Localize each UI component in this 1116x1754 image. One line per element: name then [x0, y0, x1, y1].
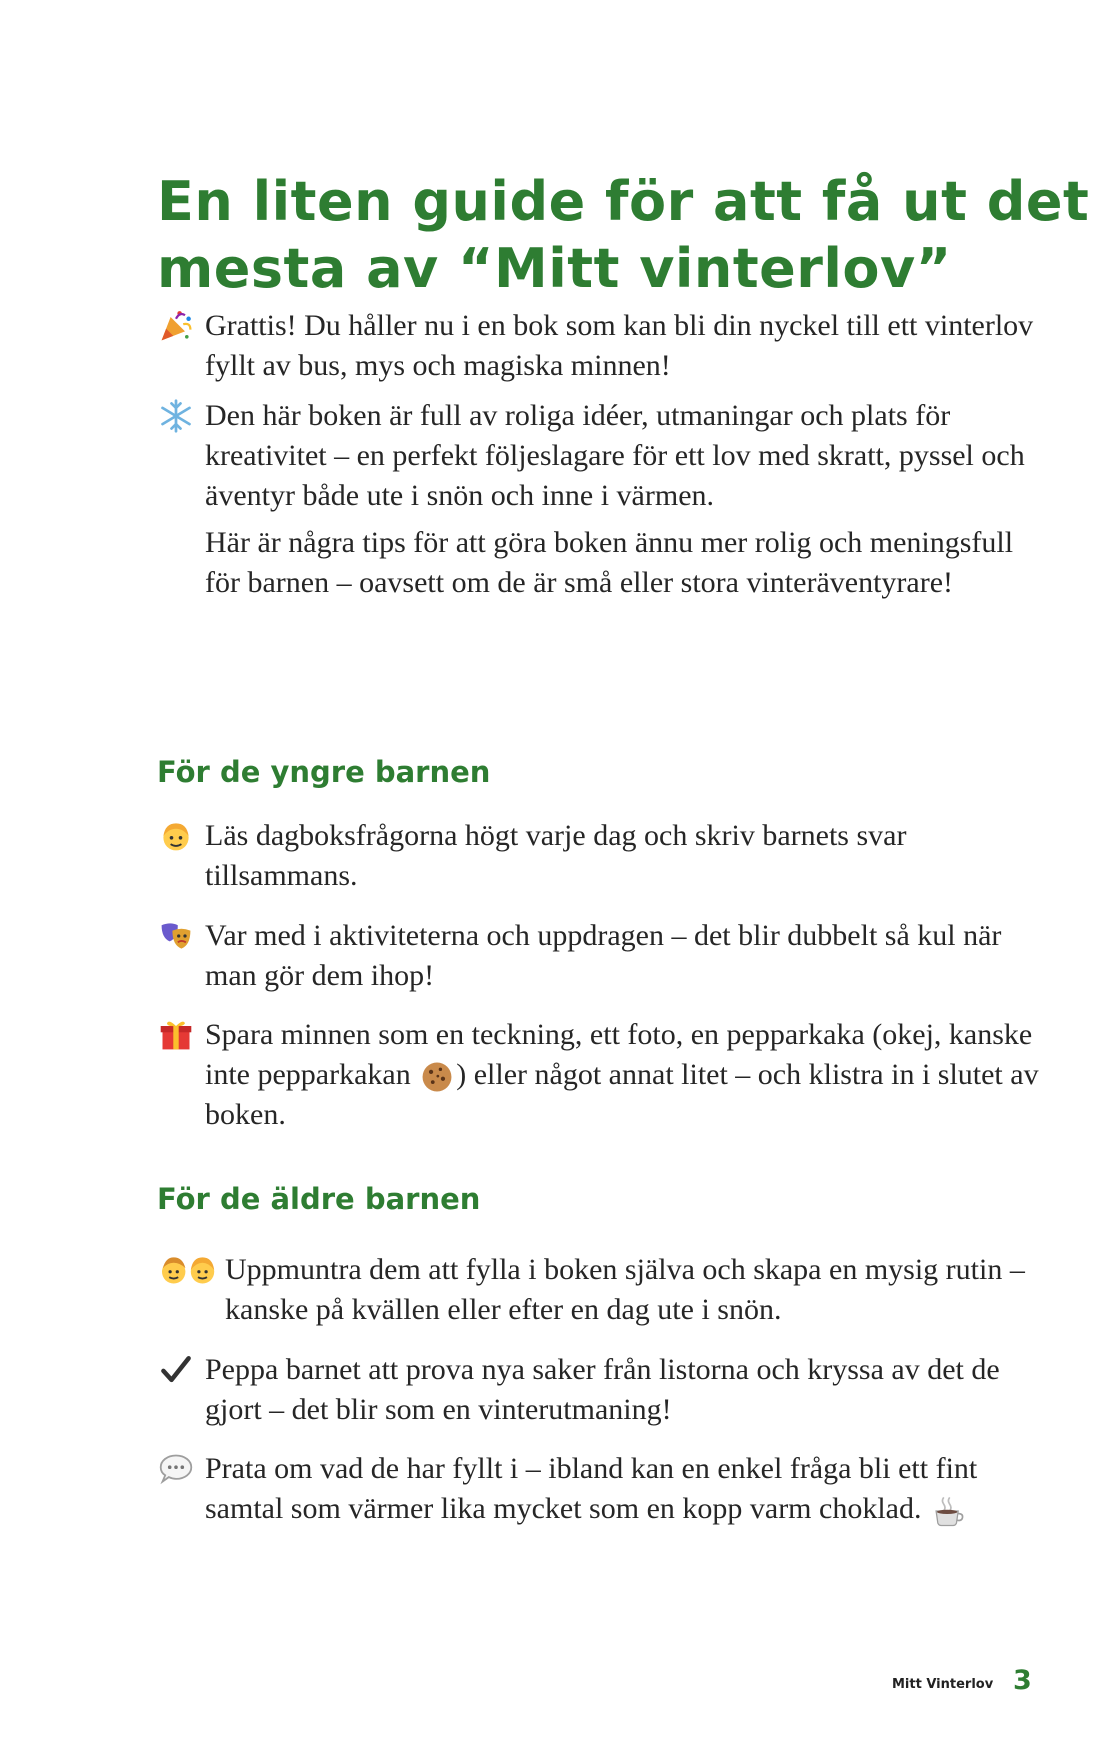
- younger-heading: För de yngre barnen: [157, 755, 491, 789]
- party-popper-icon: [157, 308, 195, 344]
- intro-text-1: Grattis! Du håller nu i en bok som kan bli din nyckel till ett vinterlov fyllt av bus, mys och magiska minnen!: [205, 309, 1034, 382]
- snowflake-icon: [157, 398, 195, 434]
- younger-item-3: [157, 1015, 1047, 1135]
- hot-beverage-icon: [931, 1494, 965, 1528]
- younger-text-3a: Spara minnen som en teckning, ett foto, en pepparkaka (okej, kanske inte pepparkakan: [205, 1018, 1033, 1091]
- check-mark-icon: [157, 1352, 195, 1388]
- older-item-3: [157, 1449, 1047, 1529]
- child-icon: [157, 818, 195, 854]
- older-text-1: Uppmuntra dem att fylla i boken själva och skapa en mysig rutin – kanske på kvällen eller efter en dag ute i snön.: [225, 1253, 1025, 1326]
- intro-text-2: Den här boken är full av roliga idéer, utmaningar och plats för kreativitet – en perfekt följeslagare för ett lov med skratt, pyssel och äventyr både ute i snön och inne i värmen.: [205, 399, 1025, 512]
- older-item-1: [157, 1250, 1047, 1330]
- intro-item-tips: [157, 523, 1047, 603]
- younger-text-1: Läs dagboksfrågorna högt varje dag och skriv barnets svar tillsammans.: [205, 819, 907, 892]
- speech-bubble-icon: [157, 1451, 195, 1487]
- performing-arts-icon: [157, 918, 195, 954]
- cookie-icon: [420, 1060, 454, 1094]
- footer-book-title: Mitt Vinterlov: [892, 1677, 994, 1692]
- younger-text-2: Var med i aktiviteterna och uppdragen – det blir dubbelt så kul när man gör dem ihop!: [205, 919, 1002, 992]
- older-text-2: Peppa barnet att prova nya saker från listorna och kryssa av det de gjort – det blir som en vinterutmaning!: [205, 1353, 1000, 1426]
- older-heading: För de äldre barnen: [157, 1182, 481, 1216]
- younger-text-3b: ) eller något annat litet – och klistra in i slutet av boken.: [205, 1058, 1039, 1131]
- younger-item-1: [157, 816, 1047, 896]
- page-number: 3: [1013, 1665, 1032, 1696]
- intro-item-about: [157, 396, 1047, 516]
- intro-item-congrats: [157, 306, 1047, 386]
- page-title: [157, 168, 1090, 302]
- children-icon: [157, 1252, 221, 1288]
- older-item-2: [157, 1350, 1047, 1430]
- intro-text-3: Här är några tips för att göra boken ännu mer rolig och meningsfull för barnen – oavsett om de är små eller stora vinteräventyrare!: [205, 526, 1014, 599]
- younger-item-2: [157, 916, 1047, 996]
- title-line-2: mesta av “Mitt vinterlov”: [157, 237, 952, 300]
- older-text-3: Prata om vad de har fyllt i – ibland kan en enkel fråga bli ett fint samtal som värmer lika mycket som en kopp varm choklad.: [205, 1452, 978, 1525]
- gift-icon: [157, 1017, 195, 1053]
- title-line-1: En liten guide för att få ut det: [157, 170, 1090, 233]
